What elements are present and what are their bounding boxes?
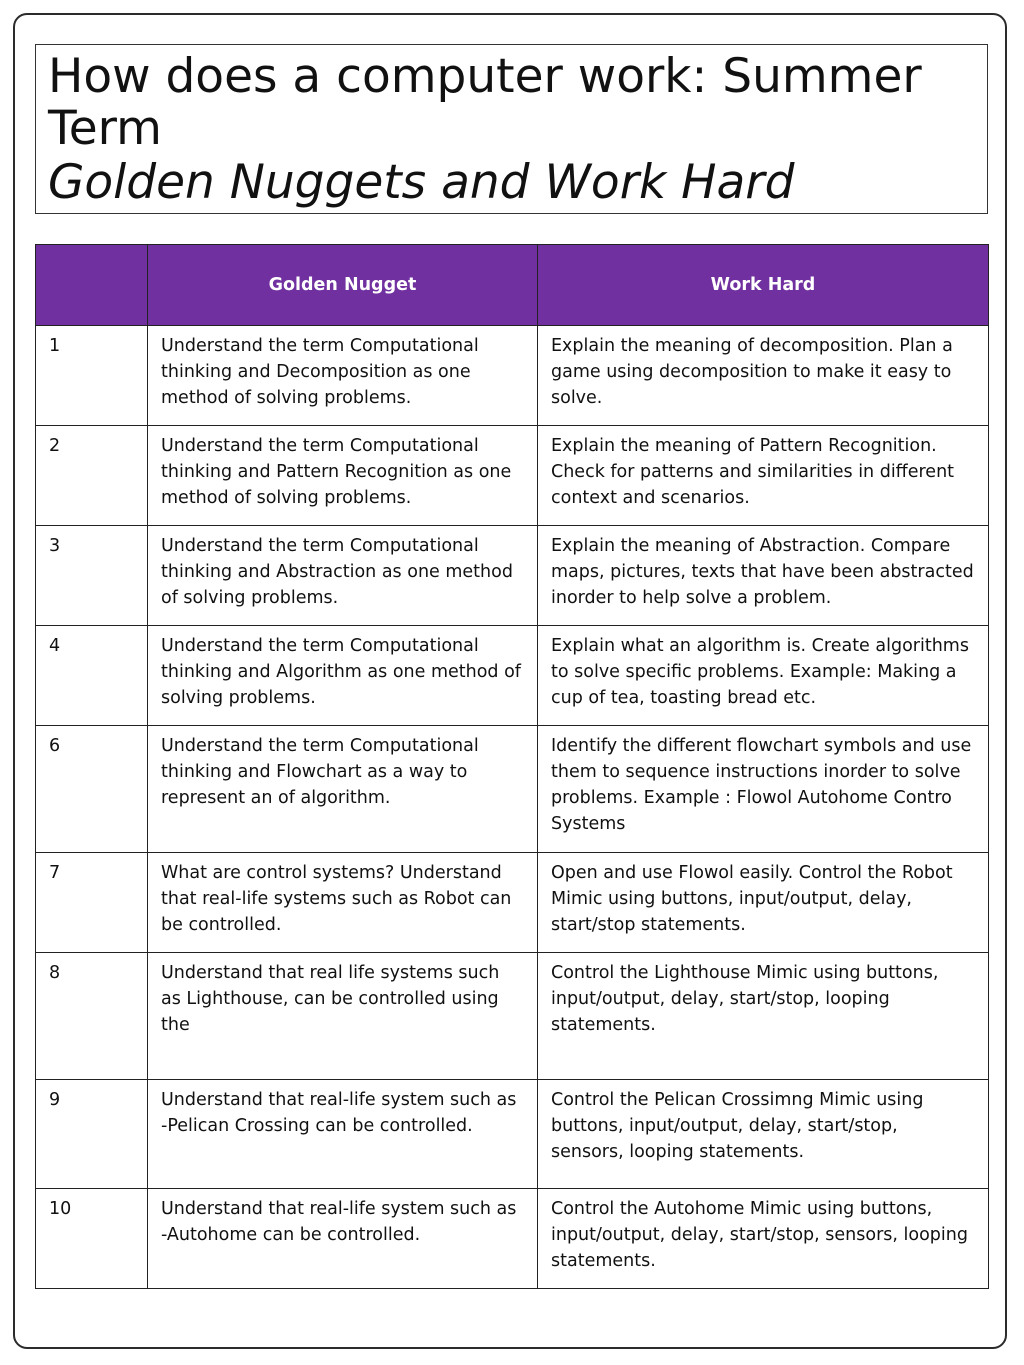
table-row bbox=[36, 726, 989, 853]
work-hard-cell: Control the Lighthouse Mimic using buttons, input/output, delay, start/stop, looping statements. bbox=[538, 953, 989, 1080]
golden-nugget-cell: Understand that real-life system such as -Pelican Crossing can be controlled. bbox=[148, 1080, 538, 1189]
page-subtitle: Golden Nuggets and Work Hard bbox=[48, 155, 795, 210]
table-row bbox=[36, 326, 989, 426]
table-row bbox=[36, 853, 989, 953]
golden-nugget-cell: Understand the term Computational thinking and Decomposition as one method of solving problems. bbox=[148, 326, 538, 426]
row-number: 7 bbox=[36, 853, 148, 953]
row-number: 2 bbox=[36, 426, 148, 526]
page-title: How does a computer work: Summer Term bbox=[48, 49, 922, 156]
row-number: 9 bbox=[36, 1080, 148, 1189]
row-number: 8 bbox=[36, 953, 148, 1080]
row-number: 3 bbox=[36, 526, 148, 626]
work-hard-cell: Explain the meaning of Abstraction. Compare maps, pictures, texts that have been abstracted inorder to help solve a problem. bbox=[538, 526, 989, 626]
header-work-hard: Work Hard bbox=[538, 245, 989, 326]
work-hard-cell: Control the Pelican Crossimng Mimic using buttons, input/output, delay, start/stop, sensors, looping statements. bbox=[538, 1080, 989, 1189]
table-row bbox=[36, 426, 989, 526]
work-hard-cell: Identify the different flowchart symbols and use them to sequence instructions inorder to solve problems. Example : Flowol Autohome Contro Systems bbox=[538, 726, 989, 853]
work-hard-cell: Open and use Flowol easily. Control the Robot Mimic using buttons, input/output, delay, start/stop statements. bbox=[538, 853, 989, 953]
header-golden-nugget: Golden Nugget bbox=[148, 245, 538, 326]
work-hard-cell: Control the Autohome Mimic using buttons, input/output, delay, start/stop, sensors, looping statements. bbox=[538, 1189, 989, 1289]
row-number: 10 bbox=[36, 1189, 148, 1289]
title-box bbox=[35, 44, 988, 214]
work-hard-cell: Explain the meaning of Pattern Recognition. Check for patterns and similarities in different context and scenarios. bbox=[538, 426, 989, 526]
table-row bbox=[36, 626, 989, 726]
table-row bbox=[36, 1080, 989, 1189]
row-number: 1 bbox=[36, 326, 148, 426]
table-row bbox=[36, 526, 989, 626]
header-number bbox=[36, 245, 148, 326]
golden-nugget-cell: Understand the term Computational thinking and Abstraction as one method of solving problems. bbox=[148, 526, 538, 626]
table-row bbox=[36, 953, 989, 1080]
work-hard-cell: Explain what an algorithm is. Create algorithms to solve specific problems. Example: Making a cup of tea, toasting bread etc. bbox=[538, 626, 989, 726]
row-number: 6 bbox=[36, 726, 148, 853]
golden-nugget-cell: Understand the term Computational thinking and Pattern Recognition as one method of solving problems. bbox=[148, 426, 538, 526]
golden-nugget-cell: What are control systems? Understand that real-life systems such as Robot can be controlled. bbox=[148, 853, 538, 953]
golden-nugget-cell: Understand that real life systems such as Lighthouse, can be controlled using the bbox=[148, 953, 538, 1080]
nuggets-table bbox=[35, 244, 989, 1289]
golden-nugget-cell: Understand that real-life system such as -Autohome can be controlled. bbox=[148, 1189, 538, 1289]
table-row bbox=[36, 1189, 989, 1289]
work-hard-cell: Explain the meaning of decomposition. Plan a game using decomposition to make it easy to solve. bbox=[538, 326, 989, 426]
golden-nugget-cell: Understand the term Computational thinking and Flowchart as a way to represent an of algorithm. bbox=[148, 726, 538, 853]
golden-nugget-cell: Understand the term Computational thinking and Algorithm as one method of solving problems. bbox=[148, 626, 538, 726]
header-row bbox=[36, 245, 989, 326]
row-number: 4 bbox=[36, 626, 148, 726]
